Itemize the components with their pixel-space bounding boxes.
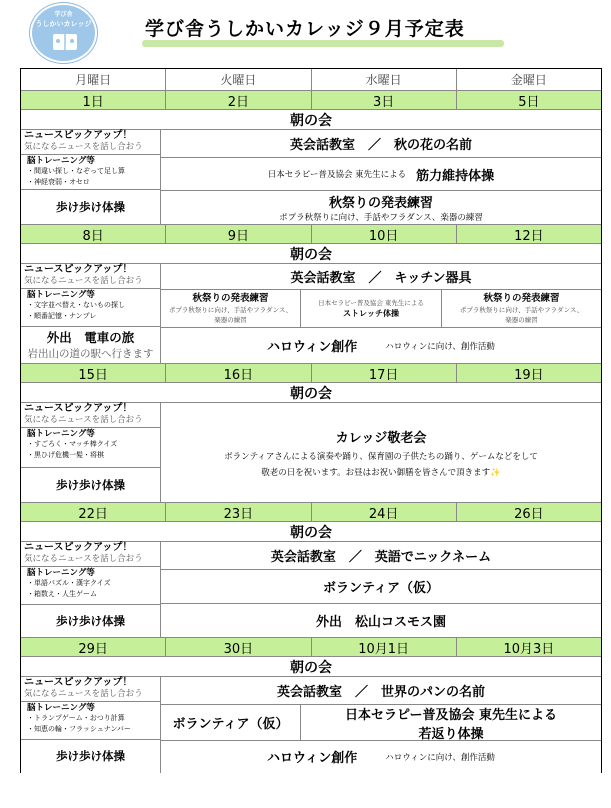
train-outing [21, 327, 160, 362]
cosmos-outing [161, 604, 601, 637]
news-title: ニュースピックアップ！ [24, 403, 133, 414]
week1-block [21, 130, 601, 225]
brain-item: ・神経衰弱・オセロ [27, 178, 90, 186]
date-cell: 1日 [21, 91, 166, 109]
brain-training [21, 702, 160, 740]
halloween-craft [161, 741, 601, 772]
therapy-main: 若返り体操 [418, 726, 484, 742]
halloween-title: ハロウィン創作 [267, 751, 358, 766]
festival-title: 秋祭りの発表練習 [192, 293, 269, 304]
date-cell: 12日 [514, 228, 544, 244]
brain-training [21, 428, 160, 468]
walking-exercise: 歩け歩け体操 [56, 199, 125, 214]
morning-meeting: 朝の会 [21, 244, 601, 264]
weekday-wed: 水曜日 [312, 69, 457, 90]
week4-block [21, 542, 601, 638]
brain-training [21, 289, 160, 327]
page-title: 学び舎うしかいカレッジ９月予定表 [145, 18, 465, 40]
date-cell: 24日 [312, 503, 457, 521]
date-cell: 26日 [514, 506, 544, 522]
week1-right [161, 130, 601, 224]
news-pickup [21, 677, 160, 702]
week3-right [161, 403, 601, 502]
festival-practice [161, 191, 601, 223]
date-row-week3 [21, 364, 601, 383]
therapy-prefix: 日本セラピー普及協会 東先生による [344, 707, 557, 723]
news-sub: 気になるニュースを話し合おう [24, 689, 143, 699]
week2-mid-split [161, 290, 601, 328]
english-class [161, 542, 601, 570]
brain-item: ・黒ひげ危機一髪・将棋 [27, 451, 104, 459]
news-title: ニュースピックアップ！ [24, 130, 133, 141]
therapy-prefix: 日本セラピー普及協会 東先生による [267, 170, 407, 180]
english-class [161, 130, 601, 158]
week3-left [21, 403, 161, 502]
week2-block [21, 264, 601, 364]
english-class [161, 264, 601, 290]
english-class [161, 677, 601, 705]
brain-item: ・文字並べ替え・ないもの探し [27, 301, 125, 309]
news-sub: 気になるニュースを話し合おう [24, 276, 143, 286]
outing-title: 外出 電車の旅 [46, 330, 135, 345]
brain-title: 脳トレーニング等 [27, 703, 95, 713]
brain-title: 脳トレーニング等 [27, 429, 95, 439]
date-row-week1 [21, 91, 601, 110]
halloween-craft [161, 328, 601, 363]
news-title: ニュースピックアップ！ [24, 677, 133, 688]
weekday-mon: 月曜日 [21, 69, 166, 90]
therapy-main: 筋力維持体操 [416, 168, 495, 184]
therapy-session [161, 158, 601, 191]
weekday-tue: 火曜日 [166, 69, 311, 90]
news-sub: 気になるニュースを話し合おう [24, 415, 143, 425]
date-cell: 8日 [21, 225, 166, 243]
brain-item: ・知恵の輪・フラッシュナンバー [27, 725, 131, 733]
festival-cell-right [442, 290, 601, 327]
halloween-title: ハロウィン創作 [267, 340, 358, 355]
festival-cell-left [161, 290, 301, 327]
brain-training [21, 567, 160, 605]
logo-name-text: うしかいカレッジ [35, 20, 92, 28]
date-cell: 30日 [166, 638, 311, 656]
english-class-text: 英会話教室 ／ 英語でニックネーム [270, 550, 492, 565]
book-icon [50, 31, 80, 53]
date-cell: 9日 [166, 225, 311, 243]
title-underline [142, 40, 504, 47]
week3-block [21, 403, 601, 503]
respect-sub: ボランティアさんによる演奏や踊り、保育園の子供たちの踊り、ゲームなどをして [224, 452, 538, 462]
news-pickup [21, 403, 160, 428]
date-cell: 3日 [312, 91, 457, 109]
festival-sub: 楽器の練習 [505, 316, 538, 324]
brain-item: ・箱数え・人生ゲーム [27, 590, 97, 598]
walking-exercise: 歩け歩け体操 [56, 613, 125, 628]
halloween-sub: ハロウィンに向け、創作活動 [385, 752, 495, 763]
college-logo [30, 3, 97, 63]
festival-title: 秋祭りの発表練習 [328, 195, 433, 211]
halloween-sub: ハロウィンに向け、創作活動 [385, 341, 495, 352]
festival-sub: ポプラ秋祭りに向け、手話やフラダンス、楽器の練習 [279, 212, 483, 223]
festival-sub: 楽器の練習 [214, 316, 247, 324]
news-pickup [21, 130, 160, 155]
volunteer-text: ボランティア（仮） [172, 717, 289, 732]
cosmos-outing-text: 外出 松山コスモス園 [315, 615, 446, 630]
date-row-week2 [21, 225, 601, 244]
weekday-fri: 金曜日 [510, 73, 547, 87]
news-sub: 気になるニュースを話し合おう [24, 142, 143, 152]
brain-title: 脳トレーニング等 [27, 568, 95, 578]
news-title: ニュースピックアップ！ [24, 542, 133, 553]
date-cell: 23日 [166, 503, 311, 521]
date-cell: 29日 [21, 638, 166, 656]
english-class-text: 英会話教室 ／ 秋の花の名前 [289, 138, 472, 153]
walking-exercise: 歩け歩け体操 [56, 748, 125, 763]
festival-title: 秋祭りの発表練習 [483, 293, 560, 304]
week2-left [21, 264, 161, 363]
brain-training [21, 155, 160, 190]
stretch-prefix: 日本セラピー普及協会 東先生による [318, 299, 424, 307]
week5-mid-split [161, 705, 601, 741]
date-cell: 10月3日 [503, 641, 555, 657]
logo-top-text: 学び舎 [54, 11, 73, 18]
brain-title: 脳トレーニング等 [27, 156, 95, 166]
brain-item: ・単語パズル・漢字クイズ [27, 579, 111, 587]
week1-left [21, 130, 161, 224]
week2-right [161, 264, 601, 363]
date-cell: 15日 [21, 364, 166, 382]
festival-sub: ポプラ秋祭りに向け、手話やフラダンス、 [168, 306, 293, 314]
volunteer-cell [161, 705, 301, 740]
weekday-header [21, 69, 601, 91]
festival-sub: ポプラ秋祭りに向け、手話やフラダンス、 [459, 306, 584, 314]
date-cell: 10月1日 [312, 638, 457, 656]
date-cell: 22日 [21, 503, 166, 521]
english-class-text: 英会話教室 ／ キッチン器具 [290, 271, 472, 286]
morning-meeting: 朝の会 [21, 522, 601, 542]
date-cell: 19日 [514, 367, 544, 383]
respect-for-aged-party [161, 403, 601, 502]
week4-right [161, 542, 601, 637]
brain-item: ・間違い探し・なぞって足し算 [27, 167, 125, 175]
week4-left [21, 542, 161, 637]
date-cell: 10日 [312, 225, 457, 243]
date-cell: 17日 [312, 364, 457, 382]
date-row-week4 [21, 503, 601, 522]
news-pickup [21, 542, 160, 567]
week5-right [161, 677, 601, 773]
brain-item: ・順番記憶・ナンプレ [27, 312, 97, 320]
morning-meeting: 朝の会 [21, 383, 601, 403]
respect-title: カレッジ敬老会 [335, 431, 427, 446]
volunteer-text: ボランティア（仮） [323, 581, 439, 596]
volunteer [161, 570, 601, 604]
brain-item: ・トランプゲーム・おつり計算 [27, 714, 125, 722]
brain-title: 脳トレーニング等 [27, 290, 95, 300]
morning-meeting: 朝の会 [21, 110, 601, 130]
rejuvenation-cell [301, 705, 601, 740]
walking-exercise: 歩け歩け体操 [56, 477, 125, 492]
respect-sub: 敬老の日を祝います。お昼はお祝い御膳を皆さんで頂きます✨ [261, 468, 501, 478]
week5-block [21, 677, 601, 773]
news-title: ニュースピックアップ！ [24, 264, 133, 275]
brain-item: ・すごろく・マッチ棒クイズ [27, 440, 118, 448]
english-class-text: 英会話教室 ／ 世界のパンの名前 [276, 685, 485, 700]
stretch-main: ストレッチ体操 [343, 309, 399, 318]
news-pickup [21, 264, 160, 289]
date-cell: 16日 [166, 364, 311, 382]
news-sub: 気になるニュースを話し合おう [24, 554, 143, 564]
date-cell: 2日 [166, 91, 311, 109]
morning-meeting: 朝の会 [21, 657, 601, 677]
date-row-week5 [21, 638, 601, 657]
week5-left [21, 677, 161, 773]
schedule-table [20, 68, 602, 773]
outing-sub: 岩出山の道の駅へ行きます [27, 348, 154, 360]
stretch-cell [301, 290, 442, 327]
date-cell: 5日 [518, 94, 540, 110]
